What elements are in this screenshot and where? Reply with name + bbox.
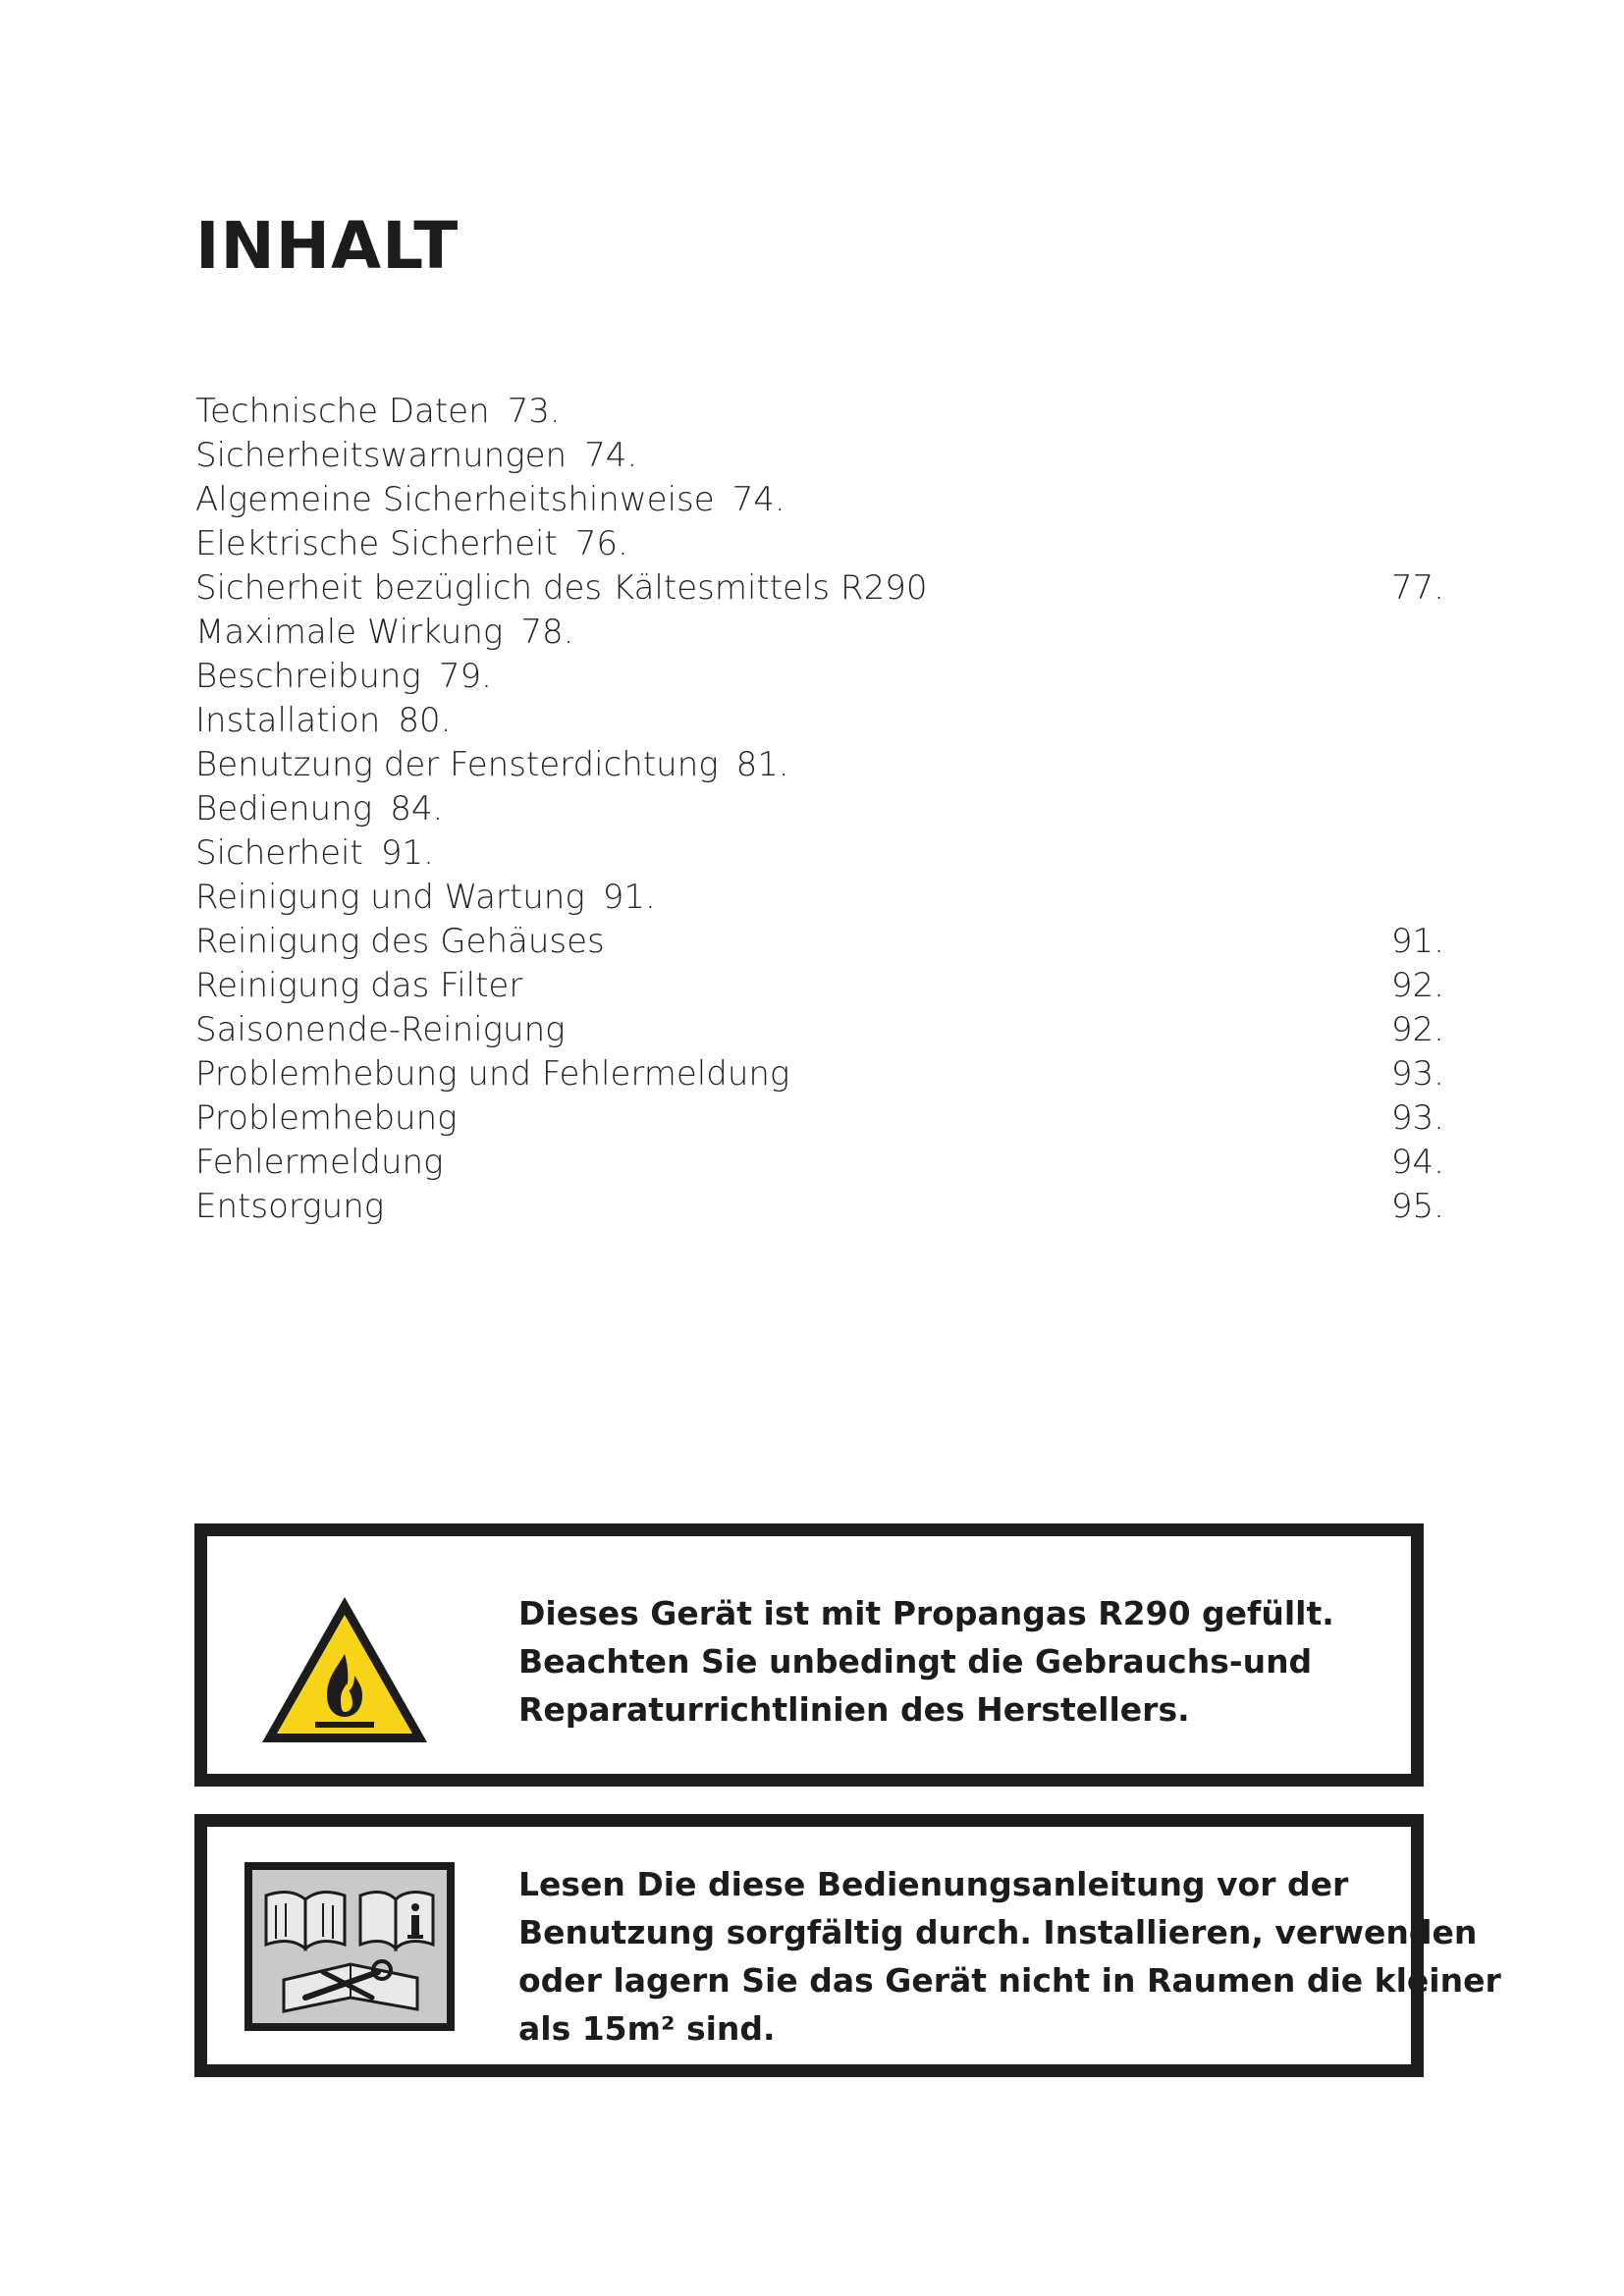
toc-entry[interactable] xyxy=(195,478,1444,522)
toc-entry-title: Reinigung das Filter xyxy=(195,966,523,1005)
manual-notice-text xyxy=(518,1860,1501,2053)
toc-entry-title: Fehlermeldung xyxy=(195,1143,444,1182)
toc-entry-title: Entsorgung xyxy=(195,1187,385,1226)
toc-entry-title: Reinigung des Gehäuses xyxy=(195,922,605,961)
toc-entry-title: Beschreibung xyxy=(195,657,421,696)
toc-entry[interactable] xyxy=(195,787,1444,831)
notice-line: Beachten Sie unbedingt die Gebrauchs-und xyxy=(518,1642,1313,1681)
toc-entry[interactable] xyxy=(195,920,1444,964)
toc-entry[interactable] xyxy=(195,1141,1444,1185)
toc-entry[interactable] xyxy=(195,1052,1444,1096)
toc-entry-title: Bedienung xyxy=(195,789,373,828)
toc-entry[interactable] xyxy=(195,1008,1444,1052)
toc-entry[interactable] xyxy=(195,1096,1444,1141)
manual-notice-box xyxy=(194,1814,1501,2077)
toc-entry-title: Problemhebung xyxy=(195,1098,458,1138)
toc-entry[interactable] xyxy=(195,831,1444,876)
toc-entry-title: Maximale Wirkung xyxy=(195,613,504,652)
toc-entry-title: Technische Daten xyxy=(195,392,490,431)
toc-entry[interactable] xyxy=(195,390,1444,434)
toc-entry[interactable] xyxy=(195,876,1444,920)
toc-entry-page: 73. xyxy=(507,392,561,431)
toc-entry-page: 80. xyxy=(398,701,452,740)
toc-entry-page: 81. xyxy=(735,745,789,784)
toc-entry-page: 93. xyxy=(1390,1054,1444,1094)
toc-entry-page: 76. xyxy=(574,524,628,563)
read-manual-icon xyxy=(244,1862,455,2031)
toc-entry-page: 91. xyxy=(380,833,434,873)
toc-entry-page: 94. xyxy=(1390,1143,1444,1182)
toc-entry-page: 91. xyxy=(602,878,656,917)
toc-entry-page: 93. xyxy=(1390,1098,1444,1138)
toc-entry[interactable] xyxy=(195,522,1444,566)
flammable-notice-text xyxy=(518,1589,1381,1734)
notice-line: als 15m² sind. xyxy=(518,2009,776,2048)
toc-entry[interactable] xyxy=(195,1185,1444,1229)
toc-entry-page: 78. xyxy=(520,613,574,652)
toc-entry-page: 92. xyxy=(1390,1010,1444,1049)
toc-entry-page: 84. xyxy=(390,789,444,828)
flammable-notice-box xyxy=(194,1523,1424,1787)
toc-entry[interactable] xyxy=(195,434,1444,478)
toc-entry-title: Sicherheit bezüglich des Kältesmittels R290 xyxy=(195,568,928,608)
notice-line: Dieses Gerät ist mit Propangas R290 gefüllt. xyxy=(518,1594,1334,1632)
toc-entry[interactable] xyxy=(195,743,1444,787)
page-title: INHALT xyxy=(195,208,460,284)
toc-entry-title: Benutzung der Fensterdichtung xyxy=(195,745,719,784)
toc-entry[interactable] xyxy=(195,655,1444,699)
toc-entry-page: 92. xyxy=(1390,966,1444,1005)
notice-line: oder lagern Sie das Gerät nicht in Raumen die kleiner xyxy=(518,1961,1501,2000)
toc-entry-title: Reinigung und Wartung xyxy=(195,878,585,917)
toc-entry-page: 79. xyxy=(438,657,492,696)
toc-entry[interactable] xyxy=(195,699,1444,743)
toc-entry-title: Sicherheit xyxy=(195,833,363,873)
toc-entry-title: Sicherheitswarnungen xyxy=(195,436,568,475)
flammable-warning-icon xyxy=(258,1593,431,1746)
toc-entry-page: 77. xyxy=(1390,568,1444,608)
toc-entry-title: Installation xyxy=(195,701,381,740)
toc-entry-page: 91. xyxy=(1390,922,1444,961)
toc-entry[interactable] xyxy=(195,964,1444,1008)
toc-entry[interactable] xyxy=(195,566,1444,611)
toc-entry-page: 74. xyxy=(584,436,638,475)
notice-line: Lesen Die diese Bedienungsanleitung vor der xyxy=(518,1865,1349,1903)
notice-line: Benutzung sorgfältig durch. Installieren, verwenden xyxy=(518,1913,1478,1951)
toc-entry[interactable] xyxy=(195,611,1444,655)
toc-entry-title: Saisonende-Reinigung xyxy=(195,1010,566,1049)
notice-line: Reparaturrichtlinien des Herstellers. xyxy=(518,1690,1190,1729)
toc-entry-title: Elektrische Sicherheit xyxy=(195,524,558,563)
toc-entry-page: 74. xyxy=(731,480,785,519)
toc-entry-title: Problemhebung und Fehlermeldung xyxy=(195,1054,790,1094)
toc-entry-page: 95. xyxy=(1390,1187,1444,1226)
table-of-contents xyxy=(195,390,1444,1229)
toc-entry-title: Algemeine Sicherheitshinweise xyxy=(195,480,715,519)
